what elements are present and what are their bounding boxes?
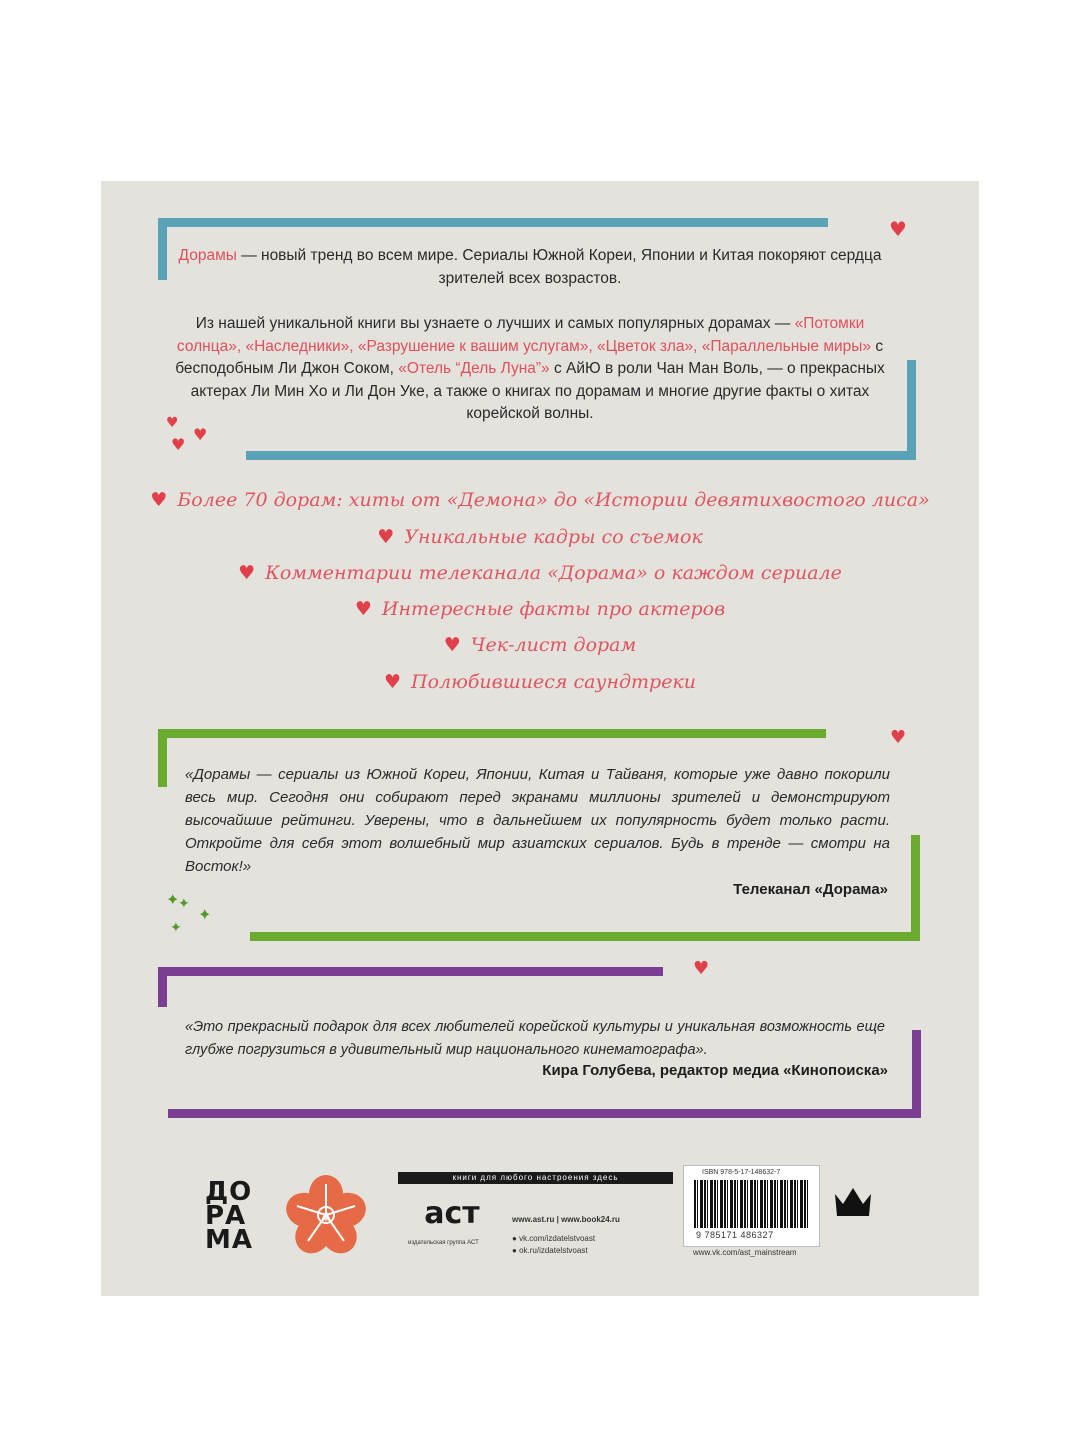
feature-item: ♥ Интересные факты про актеров — [354, 598, 726, 620]
sparkle-icon: ✦ — [198, 905, 212, 924]
publisher-banner: книги для любого настроения здесь — [398, 1172, 673, 1184]
sparkle-icon: ✦ — [170, 920, 182, 936]
feature-item: ♥ Уникальные кадры со съемок — [377, 526, 703, 548]
green-frame-bottom — [250, 932, 920, 941]
ast-logo: аст издательская группа АСТ — [408, 1196, 480, 1246]
blue-frame-top — [158, 218, 828, 227]
intro-paragraph-1: Дорамы — новый тренд во всем мире. Сериалы Южной Кореи, Японии и Китая покоряют сердца зрителей всех возрастов. — [178, 247, 882, 287]
green-frame-right — [911, 835, 920, 941]
heart-icon: ♥ — [150, 489, 168, 511]
dorama-highlight: Дорамы — [178, 247, 237, 264]
hotel-del-luna-title: «Отель “Дель Луна”» — [398, 360, 550, 377]
blue-frame-right — [907, 360, 916, 460]
crown-icon — [833, 1184, 873, 1218]
kinopoisk-signature: Кира Голубева, редактор медиа «Кинопоиска» — [542, 1062, 888, 1079]
heart-icon: ♥ — [171, 435, 186, 454]
social-link-vk[interactable]: ● vk.com/izdatelstvoast — [512, 1234, 596, 1243]
kinopoisk-quote: «Это прекрасный подарок для всех любителей корейской культуры и уникальная возможность еще глубже погрузиться в удивительный мир национального кинематографа». — [185, 1019, 885, 1058]
purple-frame-bottom — [168, 1109, 921, 1118]
sparkle-icon: ✦ — [166, 890, 180, 909]
feature-item: ♥ Чек-лист дорам — [443, 634, 637, 656]
heart-icon: ♥ — [443, 634, 461, 656]
tv-channel-quote: «Дорамы — сериалы из Южной Кореи, Японии, Китая и Тайваня, которые уже давно покорили весь мир. Сегодня они собирают перед экранами миллионы зрителей и демонстрируют высочайшие рейтинги. Уверены, что в дальнейшем их популярность будет только расти. Откройте для себя этот волшебный мир азиатских сериалов. Будь в тренде — смотри на Восток!» — [185, 766, 890, 875]
green-frame-top — [158, 729, 826, 738]
heart-icon: ♥ — [166, 415, 179, 431]
feature-item: ♥ Более 70 дорам: хиты от «Демона» до «Истории девятихвостого лиса» — [150, 489, 930, 511]
heart-icon: ♥ — [890, 727, 907, 748]
purple-frame-left — [158, 967, 167, 1007]
barcode: ISBN 978-5-17-148632-7 9 785171 486327 — [683, 1165, 820, 1247]
intro-paragraph-2: Из нашей уникальной книги вы узнаете о лучших и самых популярных дорамах — «Потомки солнца», «Наследники», «Разрушение к вашим услугам», «Цветок зла», «Параллельные миры» с бесподобным Ли Джон Соком, «Отель “Дель Луна”» с АйЮ в роли Чан Ман Воль, — о прекрасных актерах Ли Мин Хо и Ли Дон Уке, а также о книгах по дорамам и многие другие факты о хитах корейской волны. — [175, 315, 885, 422]
heart-icon: ♥ — [383, 671, 401, 693]
heart-icon: ♥ — [889, 217, 907, 241]
purple-frame-top — [158, 967, 663, 976]
sparkle-icon: ✦ — [178, 896, 190, 912]
barcode-bars — [694, 1180, 809, 1228]
heart-icon: ♥ — [377, 526, 395, 548]
blue-frame-left — [158, 218, 167, 280]
purple-frame-right — [912, 1030, 921, 1118]
feature-item: ♥ Комментарии телеканала «Дорама» о каждом сериале — [238, 562, 842, 584]
vk-mainstream-link[interactable]: www.vk.com/ast_mainstream — [693, 1248, 797, 1257]
heart-icon: ♥ — [354, 598, 372, 620]
feature-item: ♥ Полюбившиеся саундтреки — [383, 671, 697, 693]
heart-icon: ♥ — [238, 562, 256, 584]
heart-icon: ♥ — [193, 425, 208, 444]
blue-frame-bottom — [246, 451, 916, 460]
drama-titles: «Потомки солнца», «Наследники», «Разрушение к вашим услугам», «Цветок зла», «Параллельные миры» — [176, 315, 872, 355]
green-frame-left — [158, 729, 167, 787]
website-links[interactable]: www.ast.ru | www.book24.ru — [512, 1215, 620, 1224]
dorama-logo: ДОРАМА — [205, 1177, 253, 1255]
flower-logo — [285, 1174, 367, 1256]
tv-channel-signature: Телеканал «Дорама» — [733, 881, 888, 898]
heart-icon: ♥ — [693, 958, 710, 979]
social-link-ok[interactable]: ● ok.ru/izdatelstvoast — [512, 1246, 588, 1255]
